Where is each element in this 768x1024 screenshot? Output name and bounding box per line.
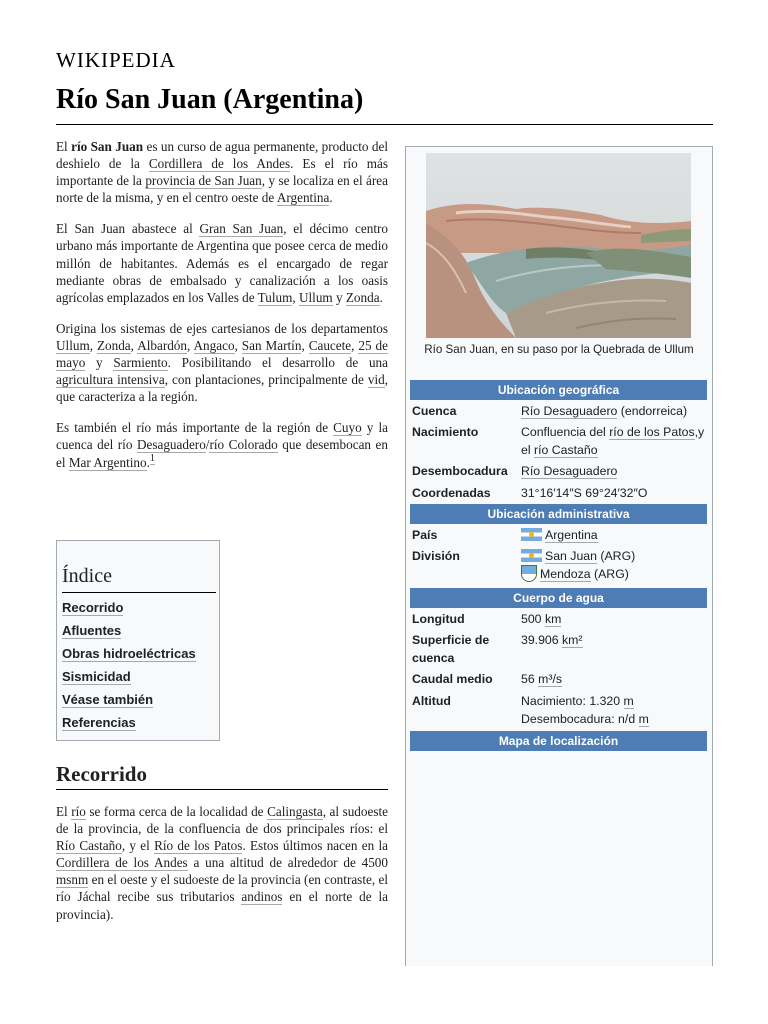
- intro-section: [56, 138, 388, 485]
- row-label: Coordenadas: [412, 486, 491, 500]
- row-value: 56 m³/s: [521, 672, 563, 686]
- link-cuyo[interactable]: Cuyo: [333, 420, 362, 436]
- link-zonda-dept[interactable]: Zonda: [96, 337, 131, 353]
- link-ullum-dept[interactable]: Ullum: [56, 337, 90, 353]
- link-rio-desaguadero[interactable]: Río Desaguadero: [521, 404, 618, 418]
- link-cordillera-andes-2[interactable]: Cordillera de los Andes: [56, 855, 188, 871]
- toc-item-vease[interactable]: Véase también: [62, 692, 154, 707]
- link-desaguadero[interactable]: Desaguadero: [136, 437, 206, 453]
- row-value: Confluencia del río de los Patos,y el río Castaño: [521, 425, 705, 457]
- recorrido-section: [56, 803, 388, 937]
- recorrido-paragraph: El río se forma cerca de la localidad de Calingasta, al sudoeste de la provincia, de la confluencia de dos principales ríos: el Río Castaño, y el Río de los Patos. Estos últimos nacen en la Cordillera de los Andes a una altitud de alrededor de 4500 msnm en el oeste y el sudoeste de la provincia (en contraste, el río Jáchal recibe sus tributarios andinos en el norte de la provincia).: [56, 804, 388, 922]
- river-photo[interactable]: [426, 153, 691, 338]
- table-of-contents: [56, 540, 220, 741]
- row-label: Superficie de cuenca: [412, 633, 490, 665]
- row-value: 500 km: [521, 612, 562, 626]
- row-value: San Juan (ARG) Mendoza (ARG): [521, 547, 707, 583]
- reference-1[interactable]: 1: [149, 453, 155, 465]
- intro-paragraph-3: Origina los sistemas de ejes cartesianos de los departamentos Ullum, Zonda, Albardón, Angaco, San Martín, Caucete, 25 de mayo y Sarmiento. Posibilitando el desarrollo de una agricultura intensiva, con plantaciones, principalmente de vid, que caracteriza a la región.: [56, 320, 389, 405]
- infobox-header-ubicacion-geografica: Ubicación geográfica: [410, 380, 707, 400]
- row-label: Cuenca: [412, 404, 457, 418]
- link-gran-san-juan[interactable]: Gran San Juan: [199, 221, 284, 237]
- link-mar-argentino[interactable]: Mar Argentino: [68, 454, 147, 470]
- link-rio[interactable]: río: [71, 804, 86, 819]
- toc-item-recorrido[interactable]: Recorrido: [62, 600, 124, 615]
- row-label: Caudal medio: [412, 672, 493, 686]
- link-agricultura-intensiva[interactable]: agricultura intensiva: [56, 372, 165, 388]
- page-title: Río San Juan (Argentina): [56, 84, 364, 115]
- link-desembocadura[interactable]: Río Desaguadero: [521, 464, 618, 478]
- toc-item-afluentes[interactable]: Afluentes: [62, 623, 122, 638]
- toc-item-referencias[interactable]: Referencias: [62, 715, 136, 730]
- coordinates-link[interactable]: 31°16′14″S 69°24′32″O: [521, 486, 648, 500]
- link-ullum[interactable]: Ullum: [298, 289, 333, 305]
- river-photo-graphic: [426, 153, 691, 338]
- link-vid[interactable]: vid: [367, 372, 385, 388]
- toc-item-obras[interactable]: Obras hidroeléctricas: [62, 646, 196, 661]
- link-albardon[interactable]: Albardón: [137, 337, 187, 353]
- intro-paragraph-1: El río San Juan es un curso de agua permanente, producto del deshielo de la Cordillera de los Andes. Es el río más importante de la provincia de San Juan, y se localiza en el área norte de la misma, y en el centro oeste de Argentina.: [56, 139, 389, 206]
- link-sarmiento[interactable]: Sarmiento: [113, 355, 168, 371]
- row-label: Desembocadura: [412, 464, 508, 478]
- infobox-header-ubicacion-administrativa: Ubicación administrativa: [410, 504, 707, 524]
- link-rio-de-los-patos[interactable]: Río de los Patos: [154, 838, 243, 854]
- toc-item-sismicidad[interactable]: Sismicidad: [62, 669, 131, 684]
- link-25-de-mayo[interactable]: 25 de mayo: [56, 337, 388, 371]
- wikipedia-wordmark[interactable]: WIKIPEDIA: [56, 48, 176, 72]
- link-m-desembocadura[interactable]: m: [638, 712, 649, 726]
- row-value: [521, 462, 707, 480]
- row-label: Longitud: [412, 612, 465, 626]
- row-value: Nacimiento: 1.320 m Desembocadura: n/d m: [521, 694, 649, 726]
- link-rio-castano[interactable]: Río Castaño: [56, 838, 122, 854]
- row-label: Nacimiento: [412, 425, 479, 439]
- link-argentina[interactable]: Argentina: [276, 190, 330, 206]
- link-m3s[interactable]: m³/s: [538, 672, 563, 686]
- link-km[interactable]: km: [544, 612, 562, 626]
- san-juan-flag-icon: [521, 549, 542, 562]
- infobox: [405, 146, 713, 966]
- link-msnm[interactable]: msnm: [56, 872, 89, 888]
- infobox-header-cuerpo-de-agua: Cuerpo de agua: [410, 588, 707, 608]
- link-caucete[interactable]: Caucete: [308, 337, 352, 353]
- title-divider: [56, 124, 713, 125]
- link-rio-castano-infobox[interactable]: río Castaño: [534, 443, 598, 457]
- row-label: País: [412, 528, 438, 542]
- link-zonda[interactable]: Zonda: [345, 289, 380, 305]
- row-label: Altitud: [412, 694, 451, 708]
- section-divider: [56, 789, 388, 790]
- intro-paragraph-4: Es también el río más importante de la región de Cuyo y la cuenca del río Desaguadero/río Colorado que desembocan en el Mar Argentino.$^1$: [56, 420, 388, 470]
- photo-caption: Río San Juan, en su paso por la Quebrada de Ullum: [424, 343, 694, 356]
- argentina-flag-icon: [521, 528, 542, 541]
- link-km2[interactable]: km²: [562, 633, 583, 647]
- link-rio-de-los-patos-infobox[interactable]: río de los Patos: [609, 425, 695, 439]
- link-rio-colorado[interactable]: río Colorado: [209, 437, 278, 453]
- mendoza-coat-of-arms-icon: [521, 565, 537, 582]
- row-value: 39.906 km²: [521, 633, 583, 647]
- intro-paragraph-2: El San Juan abastece al Gran San Juan, el décimo centro urbano más importante de Argentina que posee cerca de medio millón de habitantes. Además es el encargado de regar mediante obras de embalsado y canalización a los oasis agrícolas emplazados en los Valles de Tulum, Ullum y Zonda.: [56, 221, 388, 305]
- row-label: División: [412, 549, 460, 563]
- link-andinos[interactable]: andinos: [241, 889, 283, 905]
- row-value: Río Desaguadero (endorreica): [521, 404, 688, 418]
- link-cordillera-andes[interactable]: Cordillera de los Andes: [148, 156, 291, 172]
- toc-title: Índice: [62, 565, 112, 587]
- link-tulum[interactable]: Tulum: [257, 289, 293, 305]
- row-value: [521, 526, 707, 544]
- link-provincia-san-juan[interactable]: provincia de San Juan: [145, 173, 262, 189]
- link-san-martin[interactable]: San Martín: [241, 337, 302, 353]
- link-m-nacimiento[interactable]: m: [623, 694, 634, 708]
- section-heading-recorrido: Recorrido: [56, 762, 147, 786]
- toc-divider: [62, 592, 216, 593]
- link-angaco[interactable]: Angaco: [193, 337, 235, 353]
- link-mendoza-division[interactable]: Mendoza: [540, 567, 591, 581]
- infobox-header-mapa: Mapa de localización: [410, 731, 707, 751]
- link-pais-argentina[interactable]: Argentina: [545, 528, 598, 542]
- link-calingasta[interactable]: Calingasta: [267, 804, 323, 819]
- link-san-juan-division[interactable]: San Juan: [545, 549, 597, 563]
